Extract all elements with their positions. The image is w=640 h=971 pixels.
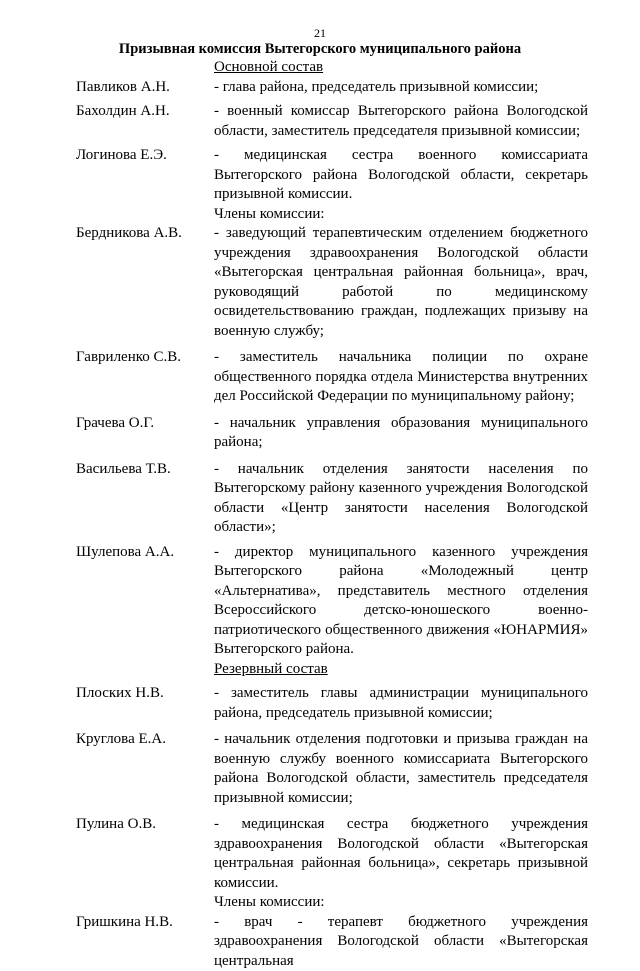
member-name: Гришкина Н.В. <box>76 913 214 971</box>
list-entry <box>0 414 640 453</box>
member-name: Гавриленко С.В. <box>76 348 214 407</box>
member-role: - медицинская сестра бюджетного учреждения здравоохранения Вологодской области «Вытегорская центральная районная больница», секретарь призывной комиссии. <box>214 815 588 893</box>
list-entry <box>0 348 640 407</box>
member-role: - начальник отделения занятости населения по Вытегорскому району казенного учреждения Вологодской области «Центр занятости населения Вологодской области»; <box>214 460 588 538</box>
member-name: Пулина О.В. <box>76 815 214 893</box>
commission-list <box>0 58 640 971</box>
member-name: Плоских Н.В. <box>76 684 214 723</box>
list-entry <box>0 78 640 98</box>
list-entry <box>0 913 640 971</box>
page-number: 21 <box>0 26 640 40</box>
reserve-composition-heading: Резервный состав <box>214 660 640 680</box>
member-name: Логинова Е.Э. <box>76 146 214 205</box>
member-name: Бахолдин А.Н. <box>76 102 214 141</box>
list-entry <box>0 460 640 538</box>
member-name: Бердникова А.В. <box>76 224 214 341</box>
member-role: - начальник отделения подготовки и призыва граждан на военную службу военного комиссариата Вытегорского района Вологодской области, заместитель председателя призывной комиссии; <box>214 730 588 808</box>
list-entry <box>0 684 640 723</box>
member-name: Круглова Е.А. <box>76 730 214 808</box>
member-role: - заведующий терапевтическим отделением бюджетного учреждения здравоохранения Вологодской области «Вытегорская центральная районная больница», врач, руководящий работой по медицинскому освидетельствованию граждан, подлежащих призыву на военную службу; <box>214 224 588 341</box>
member-name: Шулепова А.А. <box>76 543 214 660</box>
member-role: - глава района, председатель призывной комиссии; <box>214 78 588 98</box>
member-role: - директор муниципального казенного учреждения Вытегорского района «Молодежный центр «Альтернатива», представитель местного отделения Всероссийского детско-юношеского военно-патриотического общественного движения «ЮНАРМИЯ» Вытегорского района. <box>214 543 588 660</box>
members-heading: Члены комиссии: <box>214 205 640 225</box>
members-heading: Члены комиссии: <box>214 893 640 913</box>
member-name: Грачева О.Г. <box>76 414 214 453</box>
list-entry <box>0 102 640 141</box>
list-entry <box>0 730 640 808</box>
member-name: Павликов А.Н. <box>76 78 214 98</box>
member-role: - заместитель начальника полиции по охране общественного порядка отдела Министерства внутренних дел Российской Федерации по муниципальному району; <box>214 348 588 407</box>
list-entry <box>0 815 640 893</box>
list-entry <box>0 146 640 205</box>
member-role: - медицинская сестра военного комиссариата Вытегорского района Вологодской области, секретарь призывной комиссии. <box>214 146 588 205</box>
member-role: - военный комиссар Вытегорского района Вологодской области, заместитель председателя призывной комиссии; <box>214 102 588 141</box>
document-title: Призывная комиссия Вытегорского муниципального района <box>0 40 640 58</box>
list-entry <box>0 224 640 341</box>
member-role: - заместитель главы администрации муниципального района, председатель призывной комиссии; <box>214 684 588 723</box>
member-role: - врач - терапевт бюджетного учреждения здравоохранения Вологодской области «Вытегорская центральная <box>214 913 588 971</box>
member-name: Васильева Т.В. <box>76 460 214 538</box>
member-role: - начальник управления образования муниципального района; <box>214 414 588 453</box>
main-composition-heading: Основной состав <box>214 58 640 78</box>
list-entry <box>0 543 640 660</box>
